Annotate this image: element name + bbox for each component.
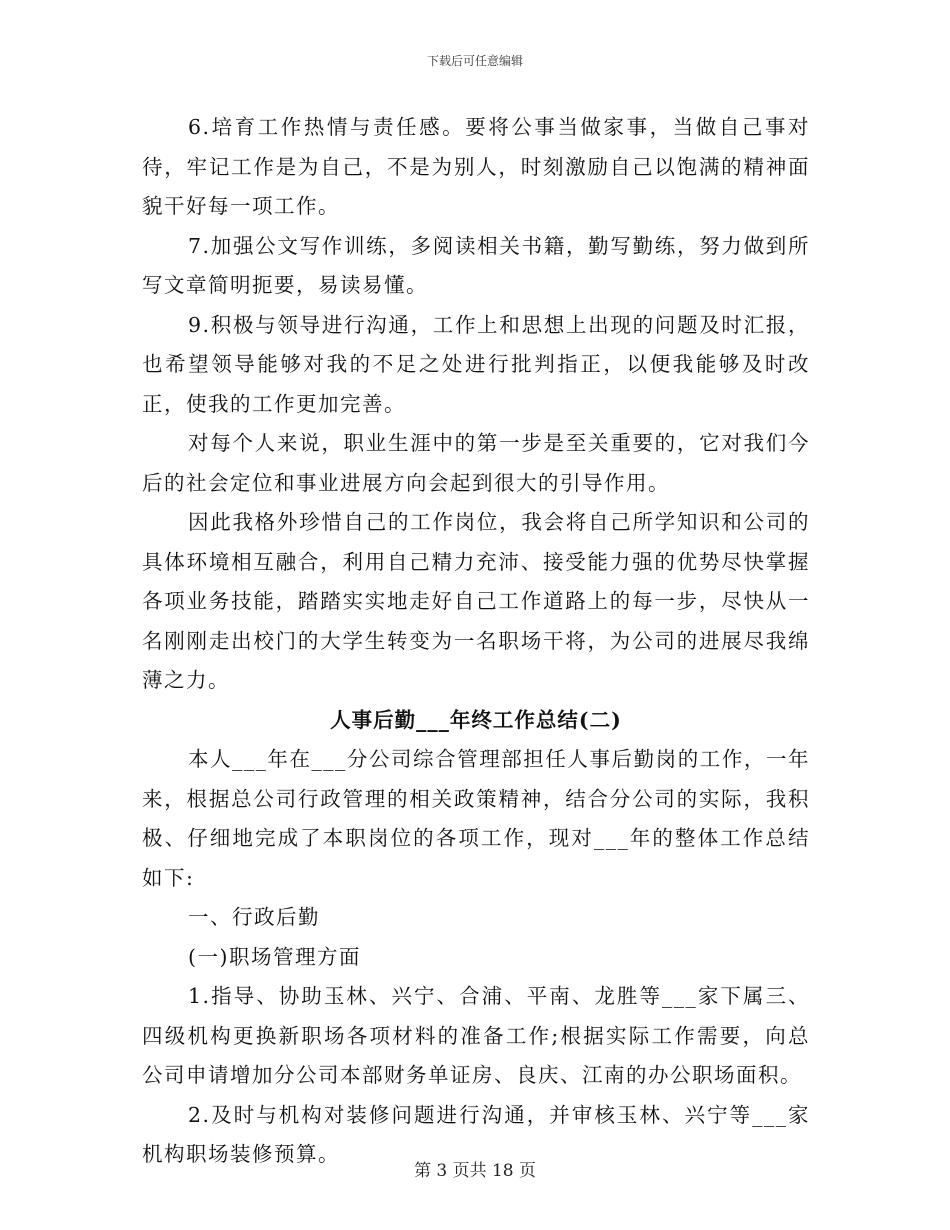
section-title: 人事后勤___年终工作总结(二) — [330, 707, 622, 732]
document-body — [142, 108, 810, 1175]
page-footer: 第 3 页共 18 页 — [413, 1161, 537, 1181]
paragraph: 9.积极与领导进行沟通，工作上和思想上出现的问题及时汇报，也希望领导能够对我的不足之处进行批判指正，以便我能够及时改正，使我的工作更加完善。 — [142, 312, 810, 416]
paragraph: 1.指导、协助玉林、兴宁、合浦、平南、龙胜等___家下属三、四级机构更换新职场各项材料的准备工作;根据实际工作需要，向总公司申请增加分公司本部财务单证房、良庆、江南的办公职场面积。 — [142, 984, 810, 1087]
paragraph: 7.加强公文写作训练，多阅读相关书籍，勤写勤练，努力做到所写文章简明扼要，易读易懂。 — [142, 233, 810, 297]
heading-paragraph: 一、行政后勤 — [188, 905, 320, 929]
subheading-paragraph: (一)职场管理方面 — [188, 944, 361, 969]
paragraph: 因此我格外珍惜自己的工作岗位，我会将自己所学知识和公司的具体环境相互融合，利用自己精力充沛、接受能力强的优势尽快掌握各项业务技能，踏踏实实地走好自己工作道路上的每一步，尽快从一名刚刚走出校门的大学生转变为一名职场干将，为公司的进展尽我绵薄之力。 — [142, 510, 810, 692]
paragraph: 本人___年在___分公司综合管理部担任人事后勤岗的工作，一年来，根据总公司行政管理的相关政策精神，结合分公司的实际，我积极、仔细地完成了本职岗位的各项工作，现对___年的整体工作总结如下: — [142, 747, 810, 890]
paragraph: 6.培育工作热情与责任感。要将公事当做家事，当做自己事对待，牢记工作是为自己，不是为别人，时刻激励自己以饱满的精神面貌干好每一项工作。 — [142, 115, 810, 218]
paragraph: 对每个人来说，职业生涯中的第一步是至关重要的，它对我们今后的社会定位和事业进展方向会起到很大的引导作用。 — [142, 431, 810, 495]
paragraph: 2.及时与机构对装修问题进行沟通，并审核玉林、兴宁等___家机构职场装修预算。 — [142, 1102, 810, 1166]
page-header: 下载后可任意编辑 — [426, 54, 523, 68]
